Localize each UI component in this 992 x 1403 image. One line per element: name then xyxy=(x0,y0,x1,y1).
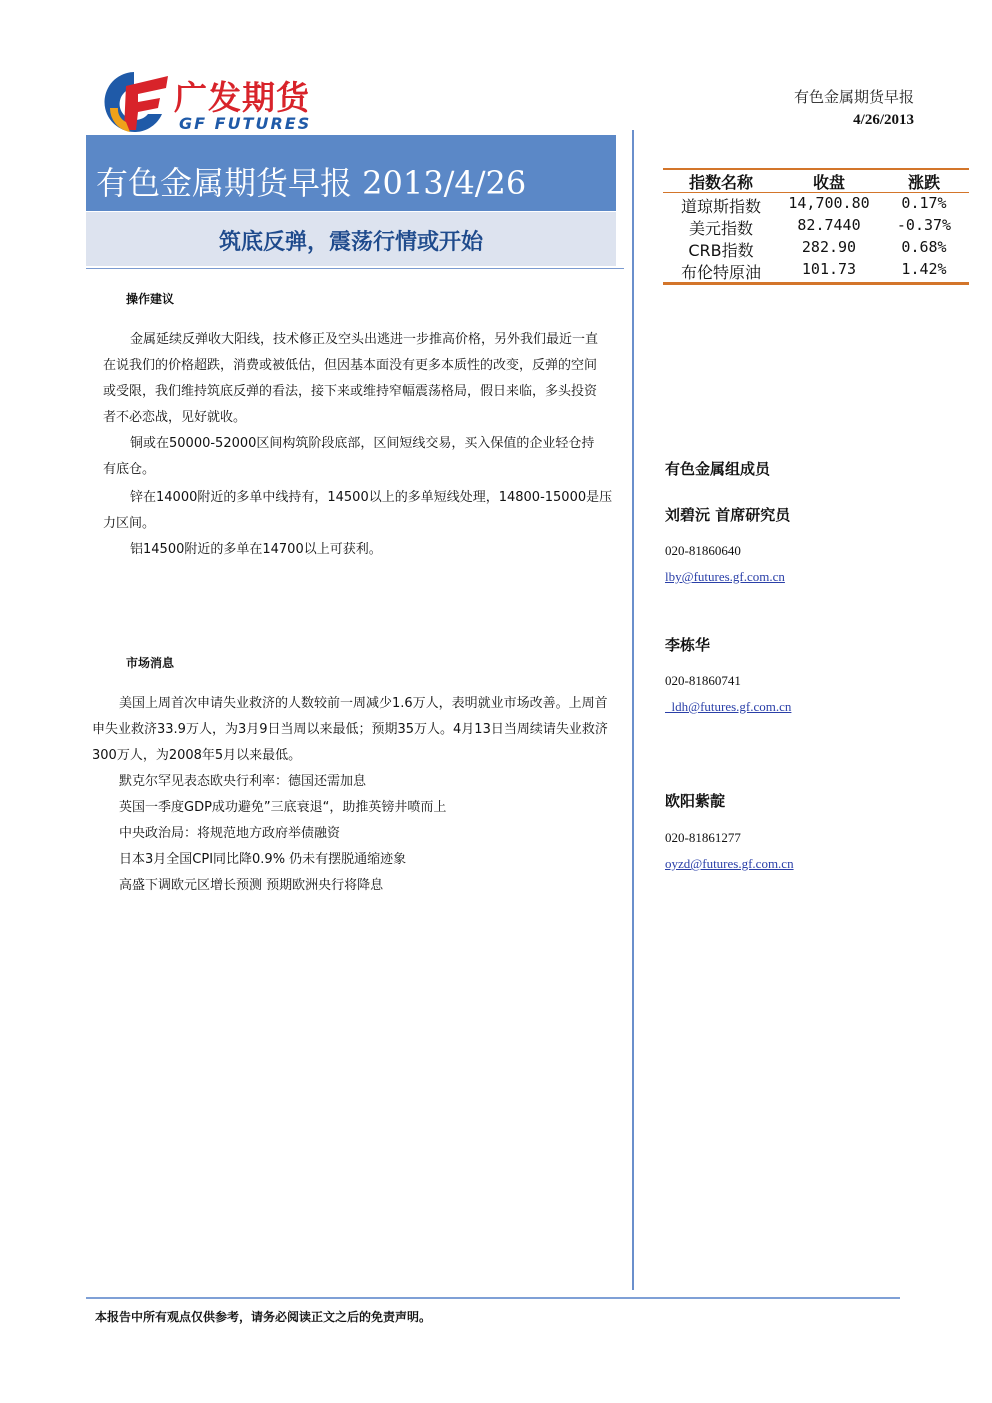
index-name: 美元指数 xyxy=(688,219,753,238)
gf-futures-logo xyxy=(96,68,346,136)
news-line: 日本3月全国CPI同比降0.9% 仍未有摆脱通缩迹象 xyxy=(119,852,407,867)
gf-logo-mark-icon xyxy=(96,68,172,136)
news-section-title: 市场消息 xyxy=(126,656,175,670)
logo-chinese-name: 广发期货 xyxy=(174,78,310,117)
table-row xyxy=(663,260,969,282)
member-email-link[interactable]: oyzd@futures.gf.com.cn xyxy=(665,856,794,871)
table-row xyxy=(663,238,969,260)
index-change: -0.37% xyxy=(896,216,952,234)
header-report-name: 有色金属期货早报 xyxy=(793,88,914,106)
advice-line: 铝14500附近的多单在14700以上可获利。 xyxy=(130,542,382,557)
index-name: CRB指数 xyxy=(688,241,754,260)
index-close: 101.73 xyxy=(801,260,857,278)
news-line: 300万人，为2008年5月以来最低。 xyxy=(92,748,302,763)
page-title: 有色金属期货早报 2013/4/26 xyxy=(96,164,527,202)
member-phone: 020-81860640 xyxy=(665,543,741,558)
member-phone: 020-81860741 xyxy=(665,673,741,688)
footer-divider xyxy=(86,1297,900,1299)
index-name: 道琼斯指数 xyxy=(680,197,761,216)
index-close: 14,700.80 xyxy=(788,194,870,212)
footer-disclaimer: 本报告中所有观点仅供参考，请务必阅读正文之后的免责声明。 xyxy=(95,1310,432,1324)
column-divider xyxy=(632,130,634,1290)
table-header-row xyxy=(663,170,969,192)
advice-line: 铜或在50000-52000区间构筑阶段底部，区间短线交易，买入保值的企业轻仓持 xyxy=(130,436,595,451)
header-change: 涨跌 xyxy=(907,173,940,192)
advice-line: 或受限，我们维持筑底反弹的看法，接下来或维持窄幅震荡格局，假日来临，多头投资 xyxy=(103,384,598,399)
news-line: 英国一季度GDP成功避免”三底衰退“，助推英镑井喷而上 xyxy=(119,800,447,815)
member-name: 李栋华 xyxy=(665,636,711,654)
advice-line: 力区间。 xyxy=(103,516,156,531)
logo-english-name: GF FUTURES xyxy=(179,114,312,133)
news-line: 高盛下调欧元区增长预测 预期欧洲央行将降息 xyxy=(119,878,384,893)
advice-line: 者不必恋战，见好就收。 xyxy=(103,410,247,425)
advice-line: 在说我们的价格超跌，消费或被低估，但因基本面没有更多本质性的改变，反弹的空间 xyxy=(103,358,598,373)
table-rule-bottom xyxy=(663,282,969,285)
header-close: 收盘 xyxy=(812,173,845,192)
member-name: 欧阳紫靛 xyxy=(665,792,726,810)
advice-line: 有底仓。 xyxy=(103,462,156,477)
index-change: 1.42% xyxy=(901,260,947,278)
news-line: 默克尔罕见表态欧央行利率：德国还需加息 xyxy=(119,774,367,789)
table-rule-mid xyxy=(663,192,969,193)
index-change: 0.17% xyxy=(901,194,947,212)
news-line: 中央政治局：将规范地方政府举债融资 xyxy=(119,826,341,841)
page-subtitle: 筑底反弹，震荡行情或开始 xyxy=(218,230,483,255)
header-date: 4/26/2013 xyxy=(853,112,914,128)
title-divider xyxy=(86,268,624,269)
index-close: 282.90 xyxy=(801,238,857,256)
table-row xyxy=(663,194,969,216)
index-change: 0.68% xyxy=(901,238,947,256)
header-index-name: 指数名称 xyxy=(688,173,753,192)
index-close: 82.7440 xyxy=(797,216,861,234)
member-name: 刘碧沅 首席研究员 xyxy=(665,506,791,524)
news-line: 美国上周首次申请失业救济的人数较前一周减少1.6万人，表明就业市场改善。上周首 xyxy=(119,696,608,711)
team-title: 有色金属组成员 xyxy=(665,460,771,478)
index-name: 布伦特原油 xyxy=(680,263,761,282)
member-email-link[interactable]: lby@futures.gf.com.cn xyxy=(665,569,785,584)
advice-section-title: 操作建议 xyxy=(126,292,175,306)
news-line: 申失业救济33.9万人，为3月9日当周以来最低；预期35万人。4月13日当周续请失业救济 xyxy=(92,722,608,737)
table-row xyxy=(663,216,969,238)
member-phone: 020-81861277 xyxy=(665,830,741,845)
advice-line: 金属延续反弹收大阳线，技术修正及空头出逃进一步推高价格，另外我们最近一直 xyxy=(130,332,599,347)
advice-line: 锌在14000附近的多单中线持有，14500以上的多单短线处理，14800-15000是压 xyxy=(130,490,613,505)
member-email-link[interactable]: ldh@futures.gf.com.cn xyxy=(665,699,792,714)
